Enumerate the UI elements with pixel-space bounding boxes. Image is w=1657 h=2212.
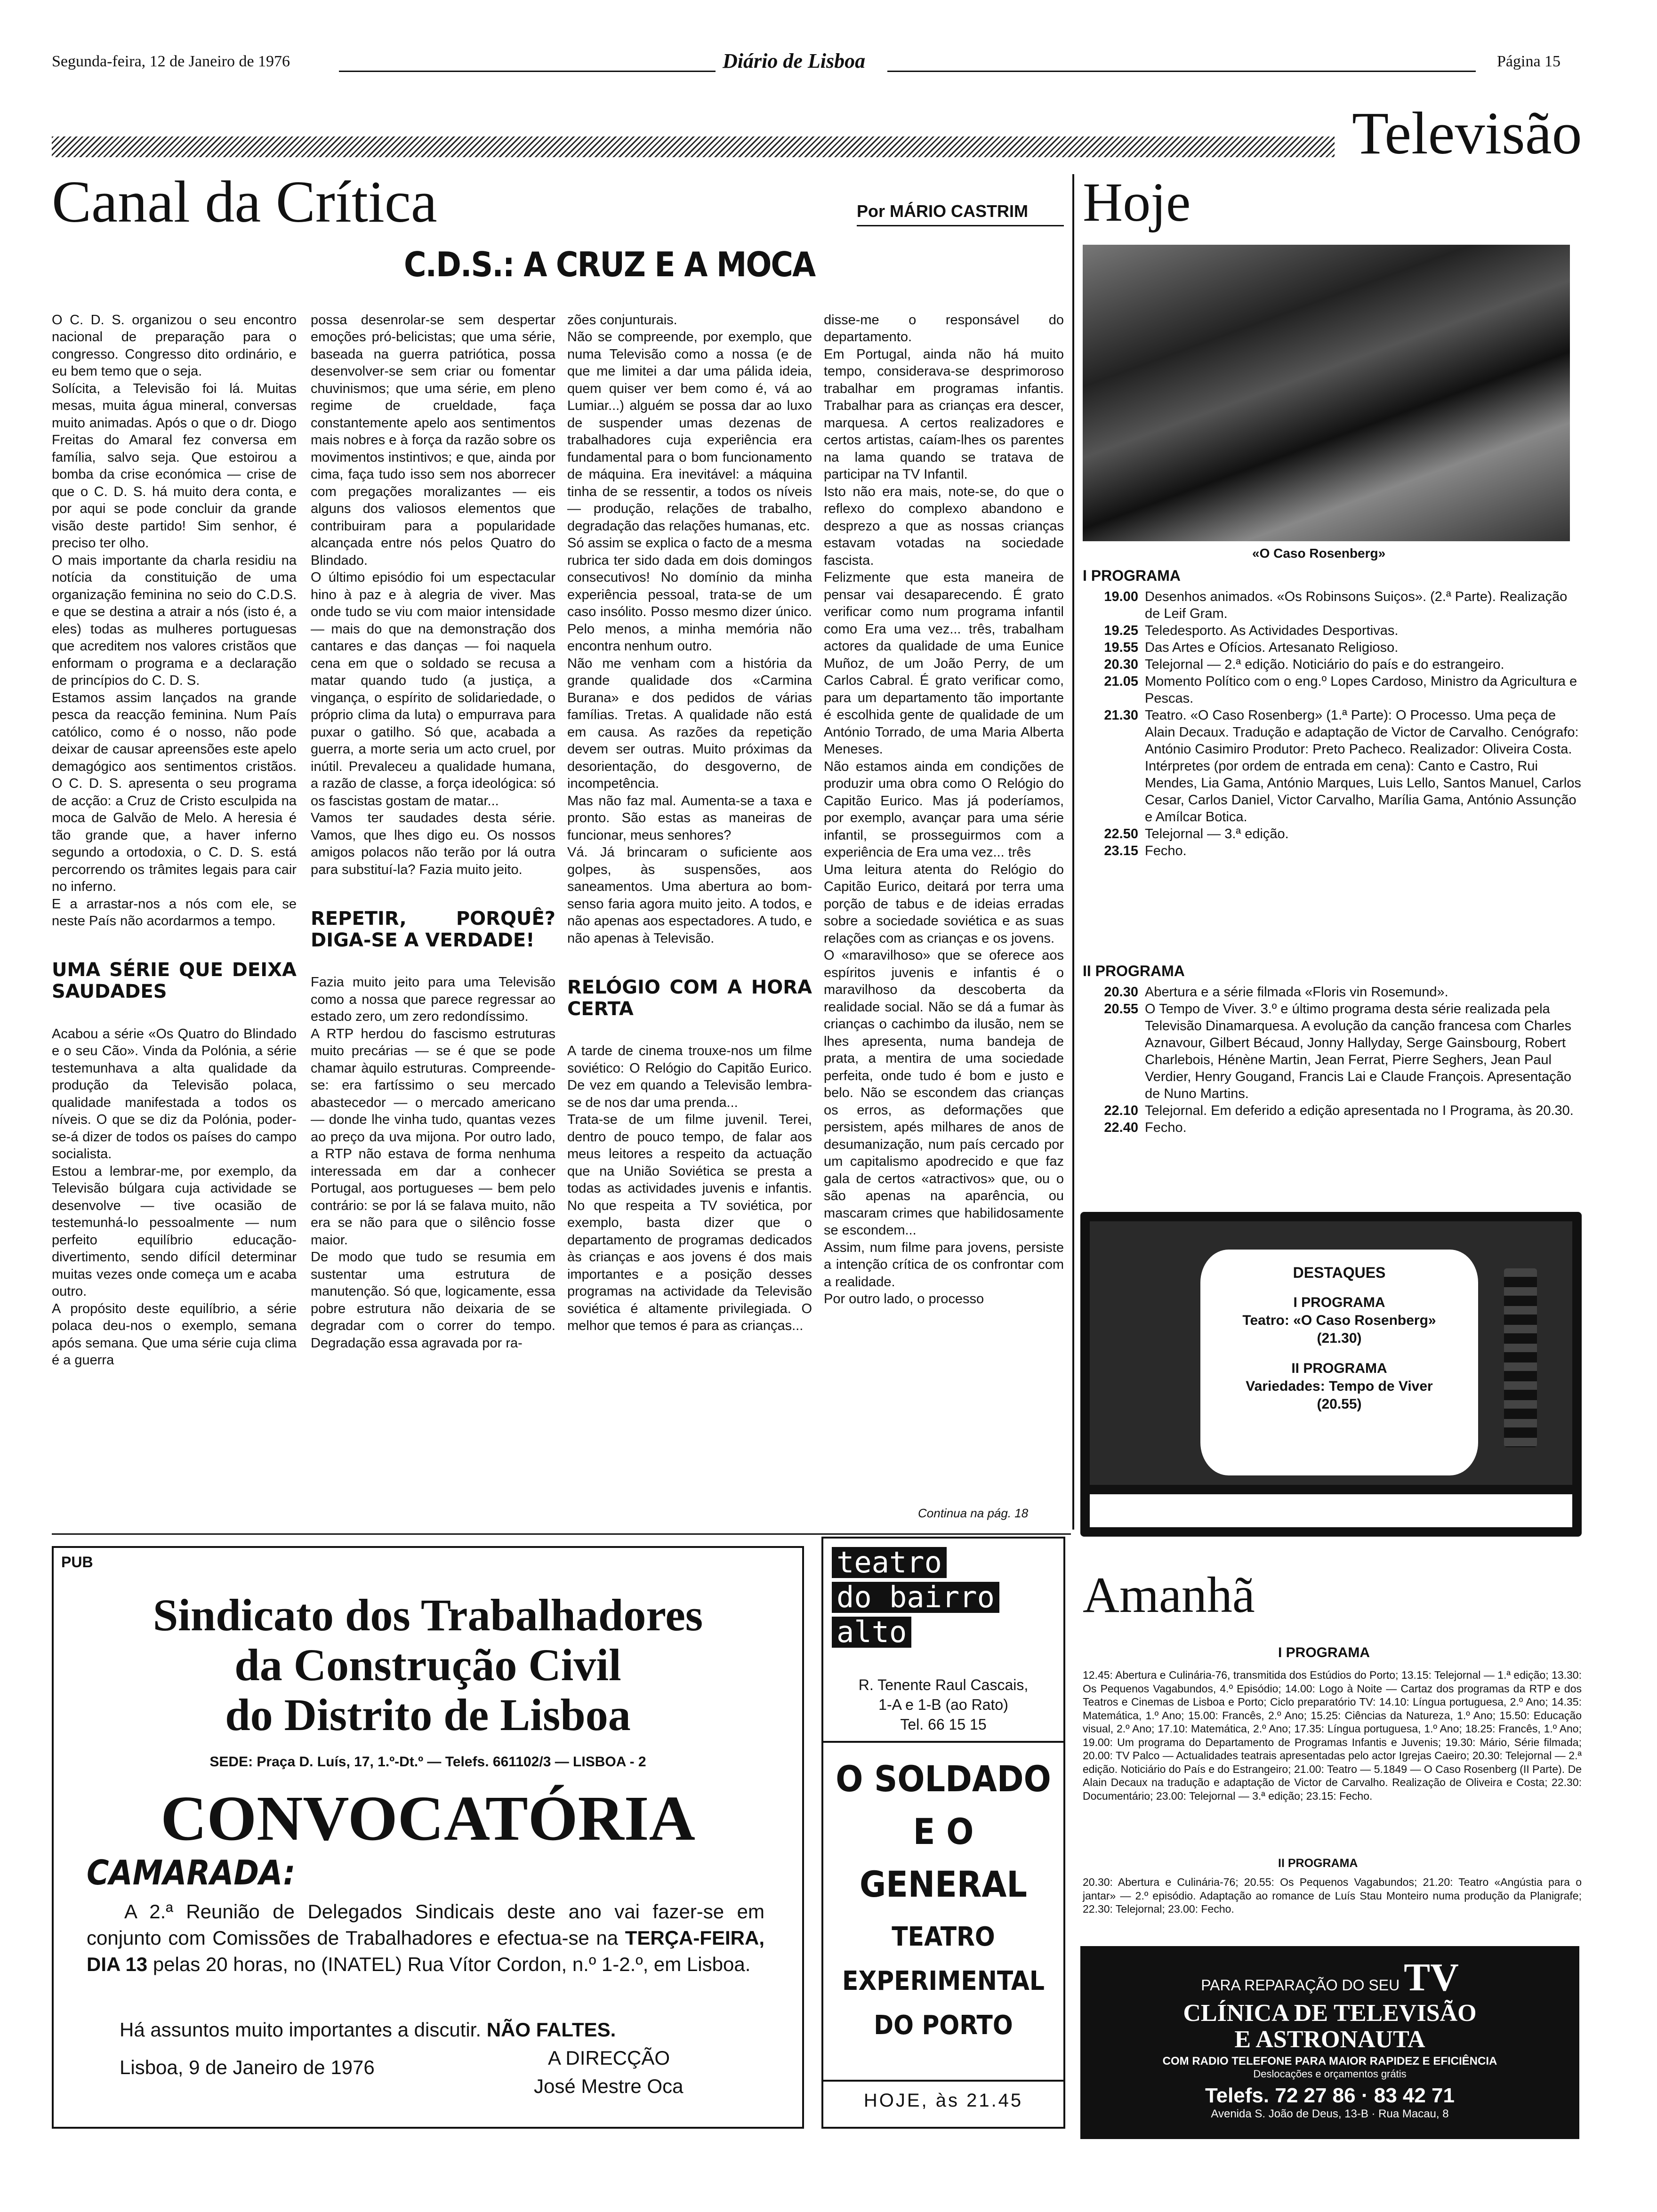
subhead-uma-serie: UMA SÉRIE QUE DEIXA SAUDADES bbox=[52, 959, 297, 1002]
teatro-logo-1: teatro bbox=[832, 1547, 947, 1578]
listing-time: 19.00 bbox=[1104, 589, 1138, 604]
listing-time: 21.30 bbox=[1104, 708, 1138, 723]
article-col3-text: zões conjunturais. Não se compreende, por exemplo, que numa Televisão como a nossa (e de que me limitei a dar uma pálida ideia, quem quiser ver bem como é, vá ao Lumiar...) alguém se possa dar ao luxo de suspender umas dezenas de trabalhadores cuja experiência era fundamental para o bom funcionamento de máquina. Era inevitável: a máquina tinha de se ressentir, a todos os níveis — produção, relações de trabalho, degradação das relações humanas, etc. Só assim se explica o facto de a mesma rubrica ter sido dada em dois domingos consecutivos! No domínio da minha experiência pessoal, trata-se de um caso insólito. Posso mesmo dizer único. Pelo menos, a minha memória não encontra nenhum outro. Não me venham com a história da grande qualidade dos «Carmina Burana» e dos pedidos de várias famílias. Tretas. A qualidade não está em causa. As razões da repetição devem ser outras. Muito próximas da desorientação, do desgoverno, de incompetência. Mas não faz mal. Aumenta-se a taxa e pronto. São estas as maneiras de funcionar, meus senhores? Vá. Já brincaram o suficiente aos golpes, às suspensões, aos saneamentos. Uma abertura ao bom-senso faria agora muito jeito. A todos, e não apenas aos espectadores. A tudo, e não apenas à Televisão. bbox=[567, 312, 812, 946]
column-vertical-divider bbox=[1072, 174, 1074, 1530]
destaques-p2-label: II PROGRAMA bbox=[1291, 1361, 1387, 1376]
pub-tag: PUB bbox=[61, 1554, 93, 1571]
clinica-tv: TV bbox=[1404, 1956, 1459, 1999]
destaques-p1-text: Teatro: «O Caso Rosenberg» bbox=[1242, 1313, 1436, 1328]
clinica-radio: COM RADIO TELEFONE PARA MAIOR RAPIDEZ E EFICIÊNCIA bbox=[1162, 2055, 1497, 2068]
camarada: CAMARADA: bbox=[87, 1853, 296, 1892]
article-bottom-rule bbox=[52, 1533, 1071, 1535]
teatro-company-2: EXPERIMENTAL bbox=[842, 1966, 1045, 1996]
article-col1b-text: Acabou a série «Os Quatro do Blindado e o seu Cão». Vinda da Polónia, a série testemunhava a alta qualidade da produção da Televisão polaca, qualidade manifestada a todos os níveis. O que se diz da Polónia, poder-se-á dizer de todos os países do campo socialista. Estou a lembrar-me, por exemplo, da Televisão búlgara cuja actividade se desenvolve — tive ocasião de testemunhá-lo pessoalmente — num perfeito equilíbrio educação-divertimento, sendo difícil determinar muitas vezes onde começa um e acaba outro. A propósito deste equilíbrio, a série polaca deu-nos o exemplo, semana após semana. Que uma série cuja clima é a guerra bbox=[52, 1026, 297, 1368]
continua-note: Continua na pág. 18 bbox=[918, 1506, 1029, 1520]
amanha-title: Amanhã bbox=[1083, 1567, 1255, 1623]
destaques-p1-label: I PROGRAMA bbox=[1293, 1295, 1385, 1310]
header-date: Segunda-feira, 12 de Janeiro de 1976 bbox=[52, 53, 290, 70]
teatro-rule bbox=[823, 1741, 1063, 1743]
hoje-prog2-label: II PROGRAMA bbox=[1083, 962, 1185, 979]
subhead-repetir: REPETIR, PORQUÊ? DIGA-SE A VERDADE! bbox=[311, 907, 555, 951]
sindicato-sede: SEDE: Praça D. Luís, 17, 1.º-Dt.º — Telefs. 661102/3 — LISBOA - 2 bbox=[209, 1754, 646, 1770]
listing-desc: Teatro. «O Caso Rosenberg» (1.ª Parte): O Processo. Uma peça de Alain Decaux. Tradução e adaptação de Victor de Carvalho. Cenógrafo: António Casimiro Produtor: Preto Pacheco. Realizador: Oliveira Costa. Intérpretes (por ordem de entrada em cena): Canto e Castro, Rui Mendes, Lia Gama, António Marques, Luis Lello, Santos Manuel, Carlos Cesar, Carlos Daniel, Victor Carvalho, Marília Gama, António Assunção e Amílcar Botica. bbox=[1145, 708, 1581, 825]
article-column-4 bbox=[824, 294, 1064, 1325]
clinica-pre: PARA REPARAÇÃO DO SEU bbox=[1201, 1977, 1400, 1994]
subhead-relogio: RELÓGIO COM A HORA CERTA bbox=[567, 976, 812, 1020]
teatro-play-2: E O bbox=[913, 1811, 974, 1852]
article-column-1 bbox=[52, 294, 297, 1386]
teatro-logo-2: do bairro bbox=[832, 1582, 999, 1613]
teatro-company bbox=[823, 1915, 1063, 2048]
listing-time: 19.25 bbox=[1104, 623, 1138, 638]
listing-desc: Das Artes e Ofícios. Artesanato Religioso. bbox=[1145, 640, 1399, 655]
teatro-address bbox=[823, 1675, 1063, 1734]
listing-desc: Fecho. bbox=[1145, 843, 1187, 858]
sindicato-line-1: Sindicato dos Trabalhadores bbox=[153, 1590, 703, 1640]
listing-desc: Desenhos animados. «Os Robinsons Suiços». (2.ª Parte). Realização de Leif Gram. bbox=[1145, 589, 1568, 621]
sindicato-ad bbox=[52, 1546, 804, 2129]
sindicato-date: Lisboa, 9 de Janeiro de 1976 bbox=[120, 2056, 375, 2078]
sindicato-body-2: pelas 20 horas, no (INATEL) Rua Vítor Cordon, n.º 1-2.º, em Lisboa. bbox=[153, 1953, 751, 1975]
article-col3b-text: A tarde de cinema trouxe-nos um filme soviético: O Relógio do Capitão Eurico. De vez em quando a Televisão lembra-se de nos dar uma prenda... Trata-se de um filme juvenil. Terei, dentro de pouco tempo, de falar aos meus leitores a respeito da actuação que na União Soviética se presta a todas as actividades juvenis e infantis. No que respeita a TV soviética, por exemplo, basta dizer que o departamento de programas dedicados às crianças e aos jovens é dos mais importantes e a posição desses programas na actividade da Televisão soviética é altamente privilegiada. O melhor que temos é para as crianças... bbox=[567, 1043, 812, 1333]
listing-row bbox=[1083, 588, 1582, 622]
hoje-prog1-list bbox=[1083, 588, 1582, 859]
hoje-prog2-list bbox=[1083, 984, 1582, 1136]
listing-desc: Abertura e a série filmada «Floris vin Rosemund». bbox=[1145, 985, 1448, 1000]
hoje-prog1-label: I PROGRAMA bbox=[1083, 567, 1181, 584]
teatro-addr-2: 1-A e 1-B (ao Rato) bbox=[878, 1696, 1008, 1713]
byline-prefix: Por bbox=[857, 201, 885, 221]
article-col2-text: possa desenrolar-se sem despertar emoções pró-belicistas; que uma série, baseada na guerra patriótica, possa desenvolver-se sem criar ou fomentar chuvinismos; que uma série, em pleno regime de crueldade, faça constantemente apelo aos sentimentos mais nobres e à força da razão sobre os movimentos instintivos; e que, ainda por cima, faça tudo isso sem nos aborrecer com pregações moralizantes — eis alguns dos valiosos elementos que contribuiram para a popularidade alcançada entre nós pelos Quatro do Blindado. O último episódio foi um espectacular hino à paz e à alegria de viver. Mas onde tudo se viu com maior intensidade — mais do que na demonstração dos cantares e das danças — foi naquela cena em que o soldado se recusa a matar quando tudo (a justiça, a vingança, o espírito de solidariedade, o próprio clima da luta) o empurrava para puxar o gatilho. Só que, acabada a guerra, a morte seria um acto cruel, por inútil. Prevaleceu a qualidade humana, a razão de classe, a força ideológica: só os fascistas gostam de matar... Vamos ter saudades desta série. Vamos, que lhes digo eu. Os nossos amigos polacos não terão por lá outra para substituí-la? Fazia muito jeito. bbox=[311, 312, 555, 877]
rosenberg-photo bbox=[1083, 245, 1570, 541]
tv-set-cabinet bbox=[1080, 1212, 1582, 1537]
listing-desc: Momento Político com o eng.º Lopes Cardoso, Ministro da Agricultura e Pescas. bbox=[1145, 674, 1577, 706]
byline-name: MÁRIO CASTRIM bbox=[890, 201, 1029, 221]
listing-row bbox=[1083, 984, 1582, 1001]
listing-time: 20.55 bbox=[1104, 1002, 1138, 1017]
byline bbox=[857, 201, 1028, 221]
teatro-addr-1: R. Tenente Raul Cascais, bbox=[858, 1676, 1029, 1693]
sindicato-line-2: da Construção Civil bbox=[234, 1640, 621, 1690]
page-number: Página 15 bbox=[1497, 53, 1561, 70]
destaques-p1-time: (21.30) bbox=[1317, 1330, 1362, 1346]
clinica-tv-line bbox=[1080, 1955, 1579, 2000]
header-rule-left bbox=[339, 71, 716, 72]
article-column-2 bbox=[311, 294, 555, 1369]
clinica-name-2: E ASTRONAUTA bbox=[1234, 2026, 1425, 2053]
listing-desc: Telejornal. Em deferido a edição apresentada no I Programa, às 20.30. bbox=[1145, 1103, 1574, 1118]
listing-desc: Telejornal — 3.ª edição. bbox=[1145, 826, 1289, 842]
teatro-logo bbox=[832, 1547, 1011, 1648]
masthead: Diário de Lisboa bbox=[723, 49, 866, 72]
sindicato-line-3: do Distrito de Lisboa bbox=[225, 1690, 631, 1740]
listing-row bbox=[1083, 656, 1582, 673]
article-col2b-text: Fazia muito jeito para uma Televisão como a nossa que parece regressar ao estado zero, um zero redondíssimo. A RTP herdou do fascismo estruturas muito precárias — se é que se pode chamar àquilo estruturas. Compreende-se: era fartíssimo o seu mercado abastecedor — o mercado americano — donde lhe vinha tudo, quantas vezes ao preço da uva mijona. Por outro lado, a RTP não estava de forma nenhuma interessada em dar a conhecer Portugal, aos portugueses — bem pelo contrário: se por lá se falava muito, não era se não para que o silêncio fosse maior. De modo que tudo se resumia em sustentar uma estrutura de manutenção. Só que, logicamente, essa pobre estrutura não deixaria de se degradar com o correr do tempo. Degradação essa agravada por ra- bbox=[311, 975, 555, 1351]
sindicato-direccao: A DIRECÇÃO bbox=[548, 2047, 670, 2069]
sindicato-body-bold: TERÇA-FEIRA, DIA 13 bbox=[87, 1927, 765, 1975]
listing-desc: Telejornal — 2.ª edição. Noticiário do país e do estrangeiro. bbox=[1145, 657, 1504, 672]
listing-time: 22.50 bbox=[1104, 826, 1138, 842]
listing-row bbox=[1083, 1102, 1582, 1119]
teatro-ad bbox=[821, 1537, 1065, 2129]
clinica-desloc: Deslocações e orçamentos grátis bbox=[1253, 2068, 1407, 2080]
amanha-prog1-label: I PROGRAMA bbox=[1278, 1645, 1370, 1660]
clinica-ad bbox=[1080, 1946, 1579, 2139]
amanha-prog2-text: 20.30: Abertura e Culinária-76; 20.55: Os Pequenos Vagabundos; 21.20: Teatro «Angústia para o jantar» — 2.º episódio. Adaptação ao romance de Luís Stau Monteiro numa produção da Planigrafe; 22.30: Telejornal; 23.00: Fecho. bbox=[1083, 1876, 1582, 1915]
amanha-prog2-label: II PROGRAMA bbox=[1278, 1857, 1358, 1870]
article-col1-text: O C. D. S. organizou o seu encontro nacional de preparação para o congresso. Congresso dito ordinário, e eu bem temo que o seja. Solícita, a Televisão foi lá. Muitas mesas, muita água mineral, conversas muito animadas. Após o que o dr. Diogo Freitas do Amaral fez conversa em família, salvo seja. Que estoirou a bomba da crise económica — crise de que o C. D. S. há muito dera conta, e por aqui se pode concluir da grande visão deste partido! Sim senhor, é preciso ter olho. O mais importante da charla residiu na notícia da constituição de uma organização feminina no seio do C.D.S. e que se destina a atrair a nós (isto é, a eles) todas as mulheres portuguesas que acreditem nos valores cristãos que enformam o programa e a declaração de princípios do C. D. S. Estamos assim lançados na grande pesca da reacção feminina. Num País católico, como é o nosso, não pode deixar de causar apreensões este apelo demagógico aos sentimentos cristãos. O C. D. S. apresenta o seu programa de acção: a Cruz de Cristo esculpida na moca de Galvão de Melo. A heresia é tão grande que, a haver inferno segundo a ortodoxia, o C. D. S. está percorrendo os trâmites legais para cair no inferno. E a arrastar-nos a nós com ele, se neste País não acordarmos a tempo. bbox=[52, 312, 297, 929]
destaques-p2-time: (20.55) bbox=[1317, 1396, 1362, 1412]
article-column-3 bbox=[567, 294, 812, 1352]
clinica-tel: Telefs. 72 27 86 · 83 42 71 bbox=[1205, 2084, 1455, 2107]
section-hatch bbox=[52, 136, 1335, 157]
header-rule-right bbox=[887, 71, 1476, 72]
listing-row bbox=[1083, 707, 1582, 825]
listing-desc: O Tempo de Viver. 3.º e último programa desta série realizada pela Televisão Dinamarquesa. A evolução da canção francesa com Charles Aznavour, Gilbert Bécaud, Jonny Hallyday, Serge Gainsbourg, Robert Charlebois, Hénène Martin, Jean Ferrat, Pierre Seghers, Jean Paul Verdier, Henry Gougand, Francis Lai e Claude François. Apresentação de Nuno Martins. bbox=[1145, 1002, 1571, 1101]
amanha-prog1-text: 12.45: Abertura e Culinária-76, transmitida dos Estúdios do Porto; 13.15: Telejornal — 1.ª edição; 13.30: Os Pequenos Vagabundos, 4.º Episódio; 14.00: Logo à Noite — Cartaz dos programas da RTP e dos Teatros e Cinemas de Lisboa e Porto; Ciclo preparatório TV: 14.10: Língua portuguesa, 2.º Ano; 14.35: Matemática, 1.º Ano; 15.00: Francês, 2.º Ano; 15.25: Ciências da Natureza, 1.º Ano; 15.50: Educação visual, 2.º Ano; 17.10: Matemática, 2.º Ano; 17.35: Língua portuguesa, 1.º Ano; 18.25: Francês, 1.º Ano; 19.00: Um programa do Departamento de Programas Infantis e Juvenis; 19.30: Mário, Série filmada; 20.00: TV Palco — Actualidades teatrais apresentadas pelo actor Igrejas Caeiro; 20.30: Telejornal — 2.ª edição. Noticiário do País e do Estrangeiro; 21.00: Teatro — 5.1849 — O Caso Rosenberg (II Parte). De Alain Decaux na tradução e adaptação de Victor de Carvalho. Realização de Oliveira e Costa; 22.30: Documentário; 23.00: Telejornal — 3.ª edição; 23.15: Fecho. bbox=[1083, 1669, 1582, 1802]
sindicato-body-1: A 2.ª Reunião de Delegados Sindicais deste ano vai fazer-se em conjunto com Comissões de Trabalhadores e efectua-se na bbox=[87, 1900, 764, 1949]
column-title: Canal da Crítica bbox=[52, 169, 437, 235]
sindicato-signature: José Mestre Oca bbox=[534, 2075, 684, 2097]
sindicato-assuntos-line bbox=[120, 2019, 616, 2041]
teatro-company-3: DO PORTO bbox=[874, 2010, 1013, 2041]
destaques-title: DESTAQUES bbox=[1293, 1264, 1386, 1281]
section-title: Televisão bbox=[1352, 100, 1582, 167]
listing-time: 21.05 bbox=[1104, 674, 1138, 689]
listing-row bbox=[1083, 622, 1582, 639]
teatro-tel: Tel. 66 15 15 bbox=[900, 1716, 987, 1733]
teatro-play-1: O SOLDADO bbox=[836, 1758, 1051, 1800]
hoje-title: Hoje bbox=[1083, 171, 1191, 233]
convocatoria: CONVOCATÓRIA bbox=[161, 1783, 695, 1854]
teatro-hoje: HOJE, às 21.45 bbox=[863, 2090, 1023, 2111]
teatro-company-1: TEATRO bbox=[892, 1922, 995, 1952]
listing-row bbox=[1083, 639, 1582, 656]
teatro-play-3: GENERAL bbox=[860, 1863, 1027, 1905]
listing-desc: Fecho. bbox=[1145, 1120, 1187, 1135]
listing-row bbox=[1083, 1001, 1582, 1102]
photo-caption: «O Caso Rosenberg» bbox=[1252, 546, 1386, 561]
clinica-name-1: CLÍNICA DE TELEVISÃO bbox=[1183, 2000, 1477, 2027]
listing-desc: Teledesporto. As Actividades Desportivas. bbox=[1145, 623, 1399, 638]
listing-time: 22.40 bbox=[1104, 1120, 1138, 1135]
listing-row bbox=[1083, 1119, 1582, 1136]
listing-time: 19.55 bbox=[1104, 640, 1138, 655]
listing-time: 20.30 bbox=[1104, 985, 1138, 1000]
destaques-p2-text: Variedades: Tempo de Viver bbox=[1246, 1378, 1433, 1394]
listing-row bbox=[1083, 825, 1582, 842]
sindicato-body bbox=[87, 1899, 764, 1978]
sindicato-assuntos: Há assuntos muito importantes a discutir. bbox=[120, 2019, 482, 2041]
byline-rule bbox=[857, 225, 1064, 226]
article-col4-text: disse-me o responsável do departamento. Em Portugal, ainda não há muito tempo, considerava-se desprimoroso trabalhar em programas infantis. Trabalhar para as crianças era descer, marquesa. A certos realizadores e certos artistas, caíam-lhes os parentes na lama quando se tratava de participar na TV Infantil. Isto não era mais, note-se, do que o reflexo do complexo abandono e desprezo a que as nossas crianças estavam votadas na sociedade fascista. Felizmente que esta maneira de pensar vai desaparecendo. É grato verificar como num programa infantil como Era uma vez... três, trabalham actores da qualidade de uma Eunice Muñoz, de um João Perry, de um Carlos Cabral. É grato verificar como, para um departamento tão importante é escolhida gente de qualidade de um António Torrado, de uma Maria Alberta Meneses. Não estamos ainda em condições de produzir uma obra como O Relógio do Capitão Eurico. Mas já poderíamos, por exemplo, avançar para uma série infantil, se prosseguirmos com a experiência de Era uma vez... três Uma leitura atenta do Relógio do Capitão Eurico, deitará por terra uma porção de tabus e de ideias erradas sobre a sociedade soviética e as suas relações com as crianças e os jovens. O «maravilhoso» que se oferece aos espíritos juvenis e infantis é o maravilhoso da descoberta da realidade social. Não se dá a fumar às crianças o cachimbo da ilusão, nem se lhes apresenta, numa bandeja de prata, a mentira de uma sociedade perfeita, onde tudo é bom e justo e belo. Não se escondem das crianças os erros, as deformações que persistem, apés milhares de anos de desumanização, num país cercado por um capitalismo apodrecido e que faz gala de certos «atractivos» que, ou o são apenas na aparência, ou mascaram crimes que habilidosamente se escondem... Assim, num filme para jovens, persiste a intenção crítica de os confrontar com a realidade. Por outro lado, o processo bbox=[824, 312, 1064, 1306]
tv-set-screen bbox=[1200, 1250, 1478, 1475]
clinica-addr: Avenida S. João de Deus, 13-B · Rua Macau, 8 bbox=[1211, 2108, 1449, 2120]
teatro-logo-3: alto bbox=[832, 1617, 911, 1648]
teatro-play bbox=[823, 1753, 1063, 1911]
listing-row bbox=[1083, 842, 1582, 859]
sindicato-nao-faltes: NÃO FALTES. bbox=[486, 2019, 616, 2041]
listing-time: 23.15 bbox=[1104, 843, 1138, 858]
listing-time: 22.10 bbox=[1104, 1103, 1138, 1118]
listing-time: 20.30 bbox=[1104, 657, 1138, 672]
tv-set-knobs bbox=[1504, 1268, 1537, 1447]
teatro-rule-2 bbox=[823, 2080, 1063, 2082]
listing-row bbox=[1083, 673, 1582, 707]
headline: C.D.S.: A CRUZ E A MOCA bbox=[404, 245, 815, 284]
tv-set-base bbox=[1090, 1494, 1572, 1527]
